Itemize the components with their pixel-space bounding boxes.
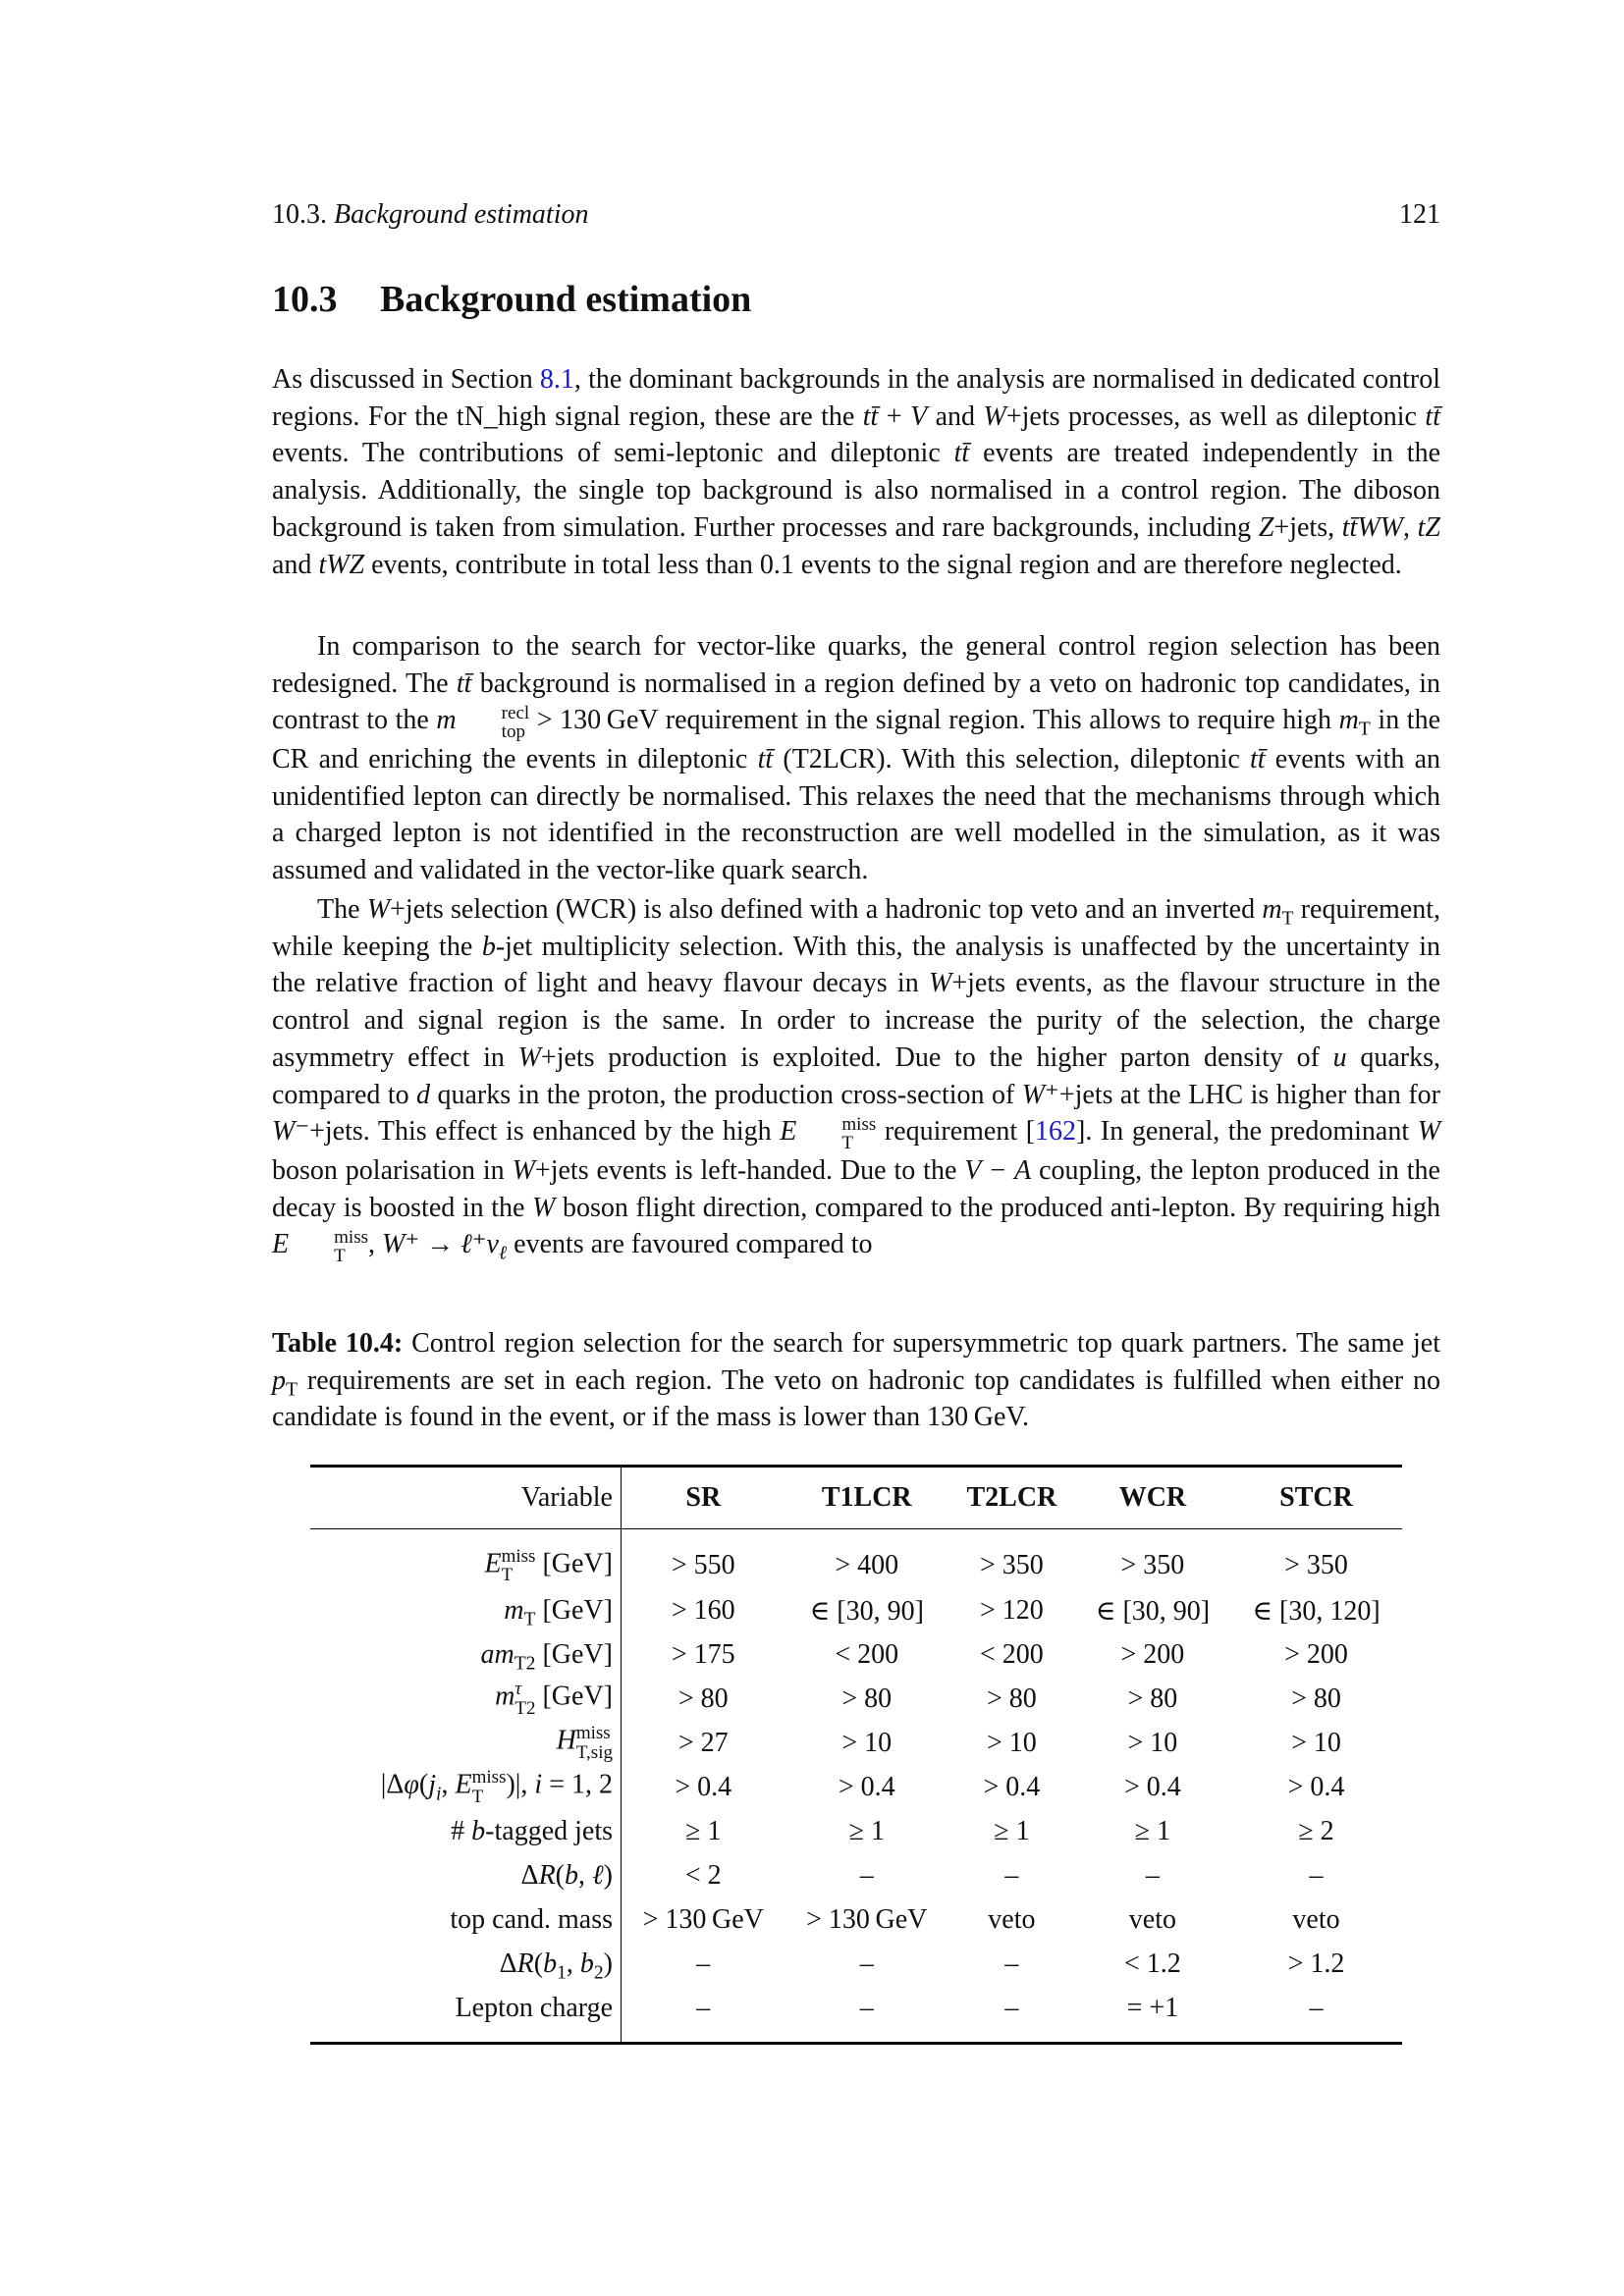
table-cell: ∈ [30, 120] <box>1252 1595 1380 1627</box>
table-caption: Table 10.4: Control region selection for the search for supersymmetric top quark partners. The same jet $p_T$ requirements are set in each region. The veto on hadronic top candidates is fulfilled when either no candidate is found in the event, or if the mass is lower than 130 GeV. <box>272 1328 1440 1433</box>
table-cell: > 10 <box>987 1727 1037 1758</box>
table-cell: > 10 <box>1291 1727 1341 1758</box>
row-variable: $m_T$ [GeV] <box>310 1588 622 1632</box>
table-cell: > 200 <box>1120 1638 1185 1670</box>
table-cell: > 0.4 <box>1287 1771 1345 1802</box>
table-cell: = +1 <box>1126 1992 1179 2023</box>
table-cell: > 10 <box>1127 1727 1178 1758</box>
table-cell: – <box>859 1859 874 1891</box>
table-cell: ≥ 1 <box>685 1815 722 1846</box>
selection-table <box>310 1465 1402 2045</box>
table-cell: > 80 <box>1291 1682 1341 1714</box>
column-header-variable: Variable <box>310 1467 622 1529</box>
row-variable: $am_{T2}$ [GeV] <box>310 1632 622 1677</box>
row-variable: $|\Delta\varphi(j_i$, E miss T )|, i = 1, 2 <box>310 1765 622 1809</box>
table-cell: < 1.2 <box>1124 1948 1181 1979</box>
table-row <box>310 1942 1402 1986</box>
table-row <box>310 1529 1402 1589</box>
running-header-title: 10.3. Background estimation <box>272 199 589 230</box>
table-cell: – <box>1004 1859 1019 1891</box>
table-header-row <box>310 1467 1402 1529</box>
table-cell: > 80 <box>841 1682 893 1714</box>
paragraph-2: In comparison to the search for vector-like quarks, the general control region selection has been redesigned. The tt̄ background is normalised in a region defined by a veto on hadronic top candidates, in contrast to the m recl top > 130 GeV requirement in the signal region. This allows to require high $m_T$ in the CR and enriching the events in dileptonic tt̄ (T2LCR). With this selection, dileptonic tt̄ events with an unidentified lepton can directly be normalised. This relaxes the need that the mechanisms through which a charged lepton is not identified in the reconstruction are well modelled in the simulation, as it was assumed and validated in the vector-like quark search. <box>272 631 1440 886</box>
table-cell: ∈ [30, 90] <box>1095 1595 1211 1627</box>
table-cell: > 0.4 <box>675 1771 732 1802</box>
table-cell: < 200 <box>835 1638 899 1670</box>
running-header <box>272 199 1440 235</box>
table-cell: veto <box>1292 1903 1340 1935</box>
paragraph-1: As discussed in Section 8.1, the dominant backgrounds in the analysis are normalised in dedicated control regions. For the tN_high signal region, these are the tt̄ + V and W+jets processes, as well as dileptonic tt̄ events. The contributions of semi-leptonic and dileptonic tt̄ events are treated independently in the analysis. Additionally, the single top background is also normalised in a control region. The diboson background is taken from simulation. Further processes and rare backgrounds, including Z+jets, tt̄WW, tZ and tWZ events, contribute in total less than 0.1 events to the signal region and are therefore neglected. <box>272 364 1440 580</box>
table-cell: ≥ 1 <box>1134 1815 1171 1846</box>
paragraph-3: The W+jets selection (WCR) is also defined with a hadronic top veto and an inverted $m_T$ requirement, while keeping the b-jet multiplicity selection. With this, the analysis is unaffected by the uncertainty in the relative fraction of light and heavy flavour decays in W+jets events, as the flavour structure in the control and signal region is the same. In order to increase the purity of the selection, the charge asymmetry effect in W+jets production is exploited. Due to the higher parton density of u quarks, compared to d quarks in the proton, the production cross-section of W⁺+jets at the LHC is higher than for W⁻+jets. This effect is enhanced by the high E miss T requirement [162]. In general, the predominant W boson polarisation in W+jets events is left-handed. Due to the V − A coupling, the lepton produced in the decay is boosted in the W boson flight direction, compared to the produced anti-lepton. By requiring high E miss T , $W^+ \to \ell^+\nu_\ell$ events are favoured compared to <box>272 894 1441 1266</box>
page-number: 121 <box>1399 199 1440 230</box>
table-cell: > 80 <box>677 1682 729 1714</box>
table-cell: > 160 <box>671 1594 735 1626</box>
table-cell: – <box>696 1948 711 1979</box>
row-variable: m τ T2 [GeV] <box>310 1677 622 1721</box>
table-cell: – <box>859 1992 874 2023</box>
table-cell: > 130 GeV <box>806 1903 928 1935</box>
section-number: 10.3 <box>272 279 338 320</box>
table-cell: > 130 GeV <box>642 1903 764 1935</box>
table-cell: < 200 <box>980 1638 1044 1670</box>
column-header-wcr: WCR <box>1118 1482 1187 1513</box>
row-variable: # b-tagged jets <box>310 1809 622 1853</box>
table-cell: < 2 <box>684 1859 722 1891</box>
table-row <box>310 1588 1402 1632</box>
table-row <box>310 1853 1402 1897</box>
table-cell: – <box>1309 1859 1324 1891</box>
table-cell: > 80 <box>987 1682 1037 1714</box>
row-variable: $\Delta R(b_1$, $b_2$) <box>310 1942 622 1986</box>
section-heading <box>272 278 751 321</box>
table-cell: – <box>1145 1859 1160 1891</box>
table-row <box>310 1986 1402 2044</box>
section-title: Background estimation <box>380 279 752 320</box>
table-cell: > 400 <box>835 1550 899 1580</box>
section-link[interactable]: 8.1 <box>539 364 574 395</box>
column-header-sr: SR <box>685 1482 722 1513</box>
table-row <box>310 1677 1402 1721</box>
table-cell: > 1.2 <box>1287 1948 1345 1979</box>
table-cell: > 80 <box>1127 1682 1178 1714</box>
table-cell: > 350 <box>980 1550 1044 1580</box>
table-cell: > 200 <box>1284 1638 1348 1670</box>
row-variable: H miss T,sig <box>310 1721 622 1765</box>
column-header-t2lcr: T2LCR <box>966 1482 1057 1513</box>
table-row <box>310 1765 1402 1809</box>
row-variable: top cand. mass <box>310 1897 622 1942</box>
table-cell: > 0.4 <box>838 1771 895 1802</box>
table-row <box>310 1721 1402 1765</box>
table-cell: > 175 <box>671 1638 735 1670</box>
table-cell: > 10 <box>841 1727 893 1758</box>
column-header-stcr: STCR <box>1279 1482 1353 1513</box>
table-cell: ∈ [30, 90] <box>809 1595 924 1627</box>
table-cell: – <box>1004 1948 1019 1979</box>
table-cell: – <box>859 1948 874 1979</box>
table-cell: ≥ 2 <box>1298 1815 1334 1846</box>
table-cell: ≥ 1 <box>848 1815 885 1846</box>
table-label: Table 10.4: <box>272 1328 404 1359</box>
table-cell: veto <box>1128 1903 1177 1935</box>
table-cell: > 350 <box>1284 1550 1348 1580</box>
table-cell: > 120 <box>980 1594 1044 1626</box>
table-row <box>310 1632 1402 1677</box>
table-row <box>310 1809 1402 1853</box>
table-cell: > 550 <box>671 1550 735 1580</box>
column-header-t1lcr: T1LCR <box>821 1482 912 1513</box>
citation-link[interactable]: 162 <box>1035 1116 1077 1148</box>
row-variable: Lepton charge <box>310 1986 622 2044</box>
table-cell: – <box>696 1992 711 2023</box>
table-cell: > 350 <box>1120 1550 1185 1580</box>
table-cell: – <box>1004 1992 1019 2023</box>
table-cell: veto <box>988 1903 1036 1935</box>
table-row <box>310 1897 1402 1942</box>
table-cell: > 0.4 <box>1124 1771 1181 1802</box>
row-variable: ΔR(b, ℓ) <box>310 1853 622 1897</box>
table-cell: > 27 <box>677 1727 729 1758</box>
table-cell: – <box>1309 1992 1324 2023</box>
table-cell: > 0.4 <box>983 1771 1041 1802</box>
row-variable: E miss T [GeV] <box>310 1529 622 1589</box>
table-cell: ≥ 1 <box>994 1815 1030 1846</box>
